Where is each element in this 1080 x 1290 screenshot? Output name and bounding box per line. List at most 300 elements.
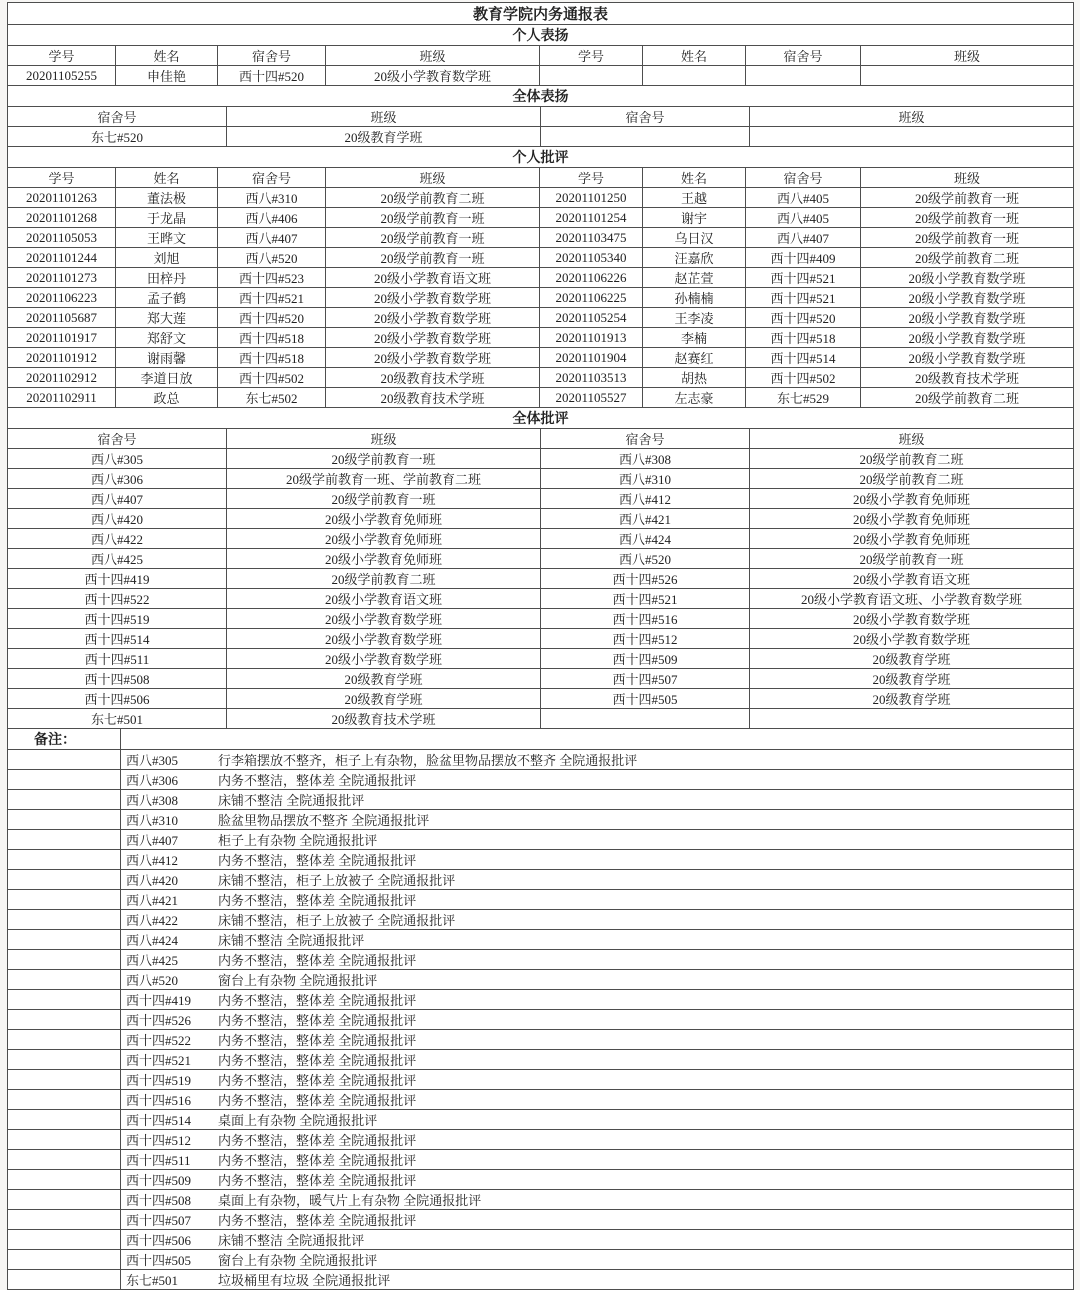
column-header: 班级 bbox=[861, 46, 1074, 66]
column-header: 班级 bbox=[227, 429, 541, 449]
remark-note: 床铺不整洁 全院通报批评 bbox=[218, 1233, 365, 1248]
remarks-table bbox=[7, 728, 1074, 1290]
cell: 西十四#520 bbox=[746, 308, 861, 328]
remark-cell bbox=[121, 830, 1074, 850]
cell: 20级小学教育免师班 bbox=[227, 509, 541, 529]
cell: 20级小学教育免师班 bbox=[750, 529, 1074, 549]
cell: 西十四#521 bbox=[218, 288, 326, 308]
remark-cell bbox=[121, 1010, 1074, 1030]
remark-note: 窗台上有杂物 全院通报批评 bbox=[218, 1253, 378, 1268]
cell: 20级小学教育数学班 bbox=[227, 609, 541, 629]
cell: 西十四#521 bbox=[541, 589, 750, 609]
column-header: 宿舍号 bbox=[746, 46, 861, 66]
header-row bbox=[8, 46, 1074, 66]
cell: 20201101254 bbox=[540, 208, 643, 228]
cell: 20级学前教育二班 bbox=[227, 569, 541, 589]
empty-cell bbox=[8, 870, 121, 890]
table-row bbox=[8, 208, 1074, 228]
cell: 西十四#419 bbox=[8, 569, 227, 589]
cell: 乌日汉 bbox=[643, 228, 746, 248]
cell: 20201101268 bbox=[8, 208, 116, 228]
empty-cell bbox=[8, 890, 121, 910]
column-header: 宿舍号 bbox=[746, 168, 861, 188]
remark-note: 内务不整洁，整体差 全院通报批评 bbox=[218, 853, 417, 868]
cell: 20201105527 bbox=[540, 388, 643, 408]
remark-row bbox=[8, 930, 1074, 950]
personal-criticism-body bbox=[8, 188, 1074, 408]
cell: 西十四#518 bbox=[218, 328, 326, 348]
column-header: 宿舍号 bbox=[8, 429, 227, 449]
table-row bbox=[8, 228, 1074, 248]
column-header: 姓名 bbox=[643, 46, 746, 66]
cell: 20201102912 bbox=[8, 368, 116, 388]
cell: 20201101273 bbox=[8, 268, 116, 288]
remark-cell bbox=[121, 1210, 1074, 1230]
cell: 西八#520 bbox=[541, 549, 750, 569]
remark-cell bbox=[121, 770, 1074, 790]
remark-row bbox=[8, 1170, 1074, 1190]
personal-criticism-table bbox=[7, 146, 1074, 408]
remark-row bbox=[8, 1210, 1074, 1230]
group-praise-body bbox=[8, 127, 1074, 147]
remark-note: 桌面上有杂物 全院通报批评 bbox=[218, 1113, 378, 1128]
cell: 20201106226 bbox=[540, 268, 643, 288]
remark-row bbox=[8, 1130, 1074, 1150]
cell: 20201105340 bbox=[540, 248, 643, 268]
cell: 20级小学教育数学班 bbox=[326, 328, 540, 348]
cell: 20级小学教育免师班 bbox=[227, 529, 541, 549]
group-criticism-table bbox=[7, 407, 1074, 729]
remark-cell bbox=[121, 1190, 1074, 1210]
header-row bbox=[8, 429, 1074, 449]
remark-row bbox=[8, 950, 1074, 970]
personal-praise-body bbox=[8, 66, 1074, 86]
table-row bbox=[8, 589, 1074, 609]
cell bbox=[750, 127, 1074, 147]
report-sheet bbox=[7, 2, 1073, 1290]
section-heading-group-criticism: 全体批评 bbox=[8, 408, 1074, 429]
remark-note: 内务不整洁，整体差 全院通报批评 bbox=[218, 1213, 417, 1228]
cell: 20级小学教育数学班 bbox=[861, 328, 1074, 348]
header-row bbox=[8, 168, 1074, 188]
table-row bbox=[8, 268, 1074, 288]
cell: 西八#306 bbox=[8, 469, 227, 489]
empty-cell bbox=[8, 830, 121, 850]
cell: 西八#407 bbox=[8, 489, 227, 509]
table-row bbox=[8, 689, 1074, 709]
cell: 20级学前教育一班 bbox=[326, 208, 540, 228]
cell: 20201101912 bbox=[8, 348, 116, 368]
table-row bbox=[8, 348, 1074, 368]
remarks-body bbox=[8, 750, 1074, 1290]
cell: 20级小学教育语文班 bbox=[227, 589, 541, 609]
remark-room: 西十四#419 bbox=[126, 993, 192, 1008]
cell bbox=[541, 127, 750, 147]
cell: 20级小学教育数学班 bbox=[326, 66, 540, 86]
cell: 20级学前教育一班 bbox=[861, 188, 1074, 208]
cell: 西十四#516 bbox=[541, 609, 750, 629]
cell: 西八#422 bbox=[8, 529, 227, 549]
cell: 20级学前教育一班 bbox=[861, 208, 1074, 228]
cell: 20201105254 bbox=[540, 308, 643, 328]
cell: 西十四#522 bbox=[8, 589, 227, 609]
cell: 王越 bbox=[643, 188, 746, 208]
remark-note: 床铺不整洁 全院通报批评 bbox=[218, 933, 365, 948]
cell bbox=[540, 66, 643, 86]
table-row bbox=[8, 509, 1074, 529]
remark-note: 内务不整洁，整体差 全院通报批评 bbox=[218, 953, 417, 968]
empty-cell bbox=[8, 1050, 121, 1070]
cell: 西八#406 bbox=[218, 208, 326, 228]
cell: 西十四#509 bbox=[541, 649, 750, 669]
table-row bbox=[8, 469, 1074, 489]
empty-cell bbox=[8, 1250, 121, 1270]
remark-cell bbox=[121, 870, 1074, 890]
remark-room: 西八#520 bbox=[126, 973, 179, 988]
section-heading-personal-praise: 个人表扬 bbox=[8, 25, 1074, 46]
cell: 西十四#518 bbox=[746, 328, 861, 348]
empty-cell bbox=[8, 1130, 121, 1150]
remark-room: 西十四#522 bbox=[126, 1033, 192, 1048]
cell: 董法极 bbox=[116, 188, 218, 208]
cell: 西十四#506 bbox=[8, 689, 227, 709]
table-row bbox=[8, 248, 1074, 268]
remark-room: 西十四#512 bbox=[126, 1133, 192, 1148]
table-row bbox=[8, 529, 1074, 549]
empty-cell bbox=[8, 930, 121, 950]
remarks-label: 备注： bbox=[8, 729, 121, 750]
remark-row bbox=[8, 850, 1074, 870]
cell: 谢宇 bbox=[643, 208, 746, 228]
cell: 20级学前教育一班 bbox=[326, 228, 540, 248]
column-header: 班级 bbox=[326, 168, 540, 188]
cell: 20级学前教育二班 bbox=[750, 449, 1074, 469]
page-title: 教育学院内务通报表 bbox=[8, 3, 1074, 25]
remarks-heading-row bbox=[8, 729, 1074, 750]
empty-cell bbox=[121, 729, 1074, 750]
cell: 西八#407 bbox=[746, 228, 861, 248]
remark-cell bbox=[121, 1250, 1074, 1270]
remark-row bbox=[8, 1110, 1074, 1130]
cell: 西十四#526 bbox=[541, 569, 750, 589]
group-praise-table bbox=[7, 85, 1074, 147]
remark-row bbox=[8, 1190, 1074, 1210]
cell: 20级教育学班 bbox=[227, 127, 541, 147]
cell: 西十四#511 bbox=[8, 649, 227, 669]
cell bbox=[750, 709, 1074, 729]
remark-room: 西十四#509 bbox=[126, 1173, 192, 1188]
remark-room: 西十四#508 bbox=[126, 1193, 192, 1208]
table-row bbox=[8, 649, 1074, 669]
remark-row bbox=[8, 830, 1074, 850]
cell: 20级学前教育一班 bbox=[227, 489, 541, 509]
remark-row bbox=[8, 1030, 1074, 1050]
remark-row bbox=[8, 870, 1074, 890]
cell: 西十四#521 bbox=[746, 268, 861, 288]
column-header: 班级 bbox=[750, 429, 1074, 449]
empty-cell bbox=[8, 1030, 121, 1050]
column-header: 姓名 bbox=[643, 168, 746, 188]
section-heading-row bbox=[8, 25, 1074, 46]
remark-note: 内务不整洁，整体差 全院通报批评 bbox=[218, 773, 417, 788]
remark-cell bbox=[121, 810, 1074, 830]
column-header: 宿舍号 bbox=[541, 107, 750, 127]
cell: 20级学前教育二班 bbox=[861, 248, 1074, 268]
remark-row bbox=[8, 910, 1074, 930]
remark-note: 床铺不整洁，柜子上放被子 全院通报批评 bbox=[218, 913, 456, 928]
cell: 20级小学教育数学班 bbox=[750, 609, 1074, 629]
remark-cell bbox=[121, 990, 1074, 1010]
remark-room: 西八#412 bbox=[126, 853, 179, 868]
column-header: 班级 bbox=[750, 107, 1074, 127]
table-row bbox=[8, 669, 1074, 689]
remark-row bbox=[8, 810, 1074, 830]
empty-cell bbox=[8, 1150, 121, 1170]
remark-room: 西十四#506 bbox=[126, 1233, 192, 1248]
cell: 20201103475 bbox=[540, 228, 643, 248]
cell: 20201101263 bbox=[8, 188, 116, 208]
cell: 西八#308 bbox=[541, 449, 750, 469]
cell: 东七#520 bbox=[8, 127, 227, 147]
cell: 郑舒文 bbox=[116, 328, 218, 348]
column-header: 姓名 bbox=[116, 46, 218, 66]
cell: 西十四#519 bbox=[8, 609, 227, 629]
remark-row bbox=[8, 790, 1074, 810]
remark-room: 西八#424 bbox=[126, 933, 179, 948]
cell: 西十四#502 bbox=[746, 368, 861, 388]
remark-note: 内务不整洁，整体差 全院通报批评 bbox=[218, 1153, 417, 1168]
cell: 西八#412 bbox=[541, 489, 750, 509]
empty-cell bbox=[8, 970, 121, 990]
cell: 西十四#520 bbox=[218, 308, 326, 328]
cell: 20201103513 bbox=[540, 368, 643, 388]
cell: 20级教育技术学班 bbox=[861, 368, 1074, 388]
remark-note: 内务不整洁，整体差 全院通报批评 bbox=[218, 1073, 417, 1088]
table-row bbox=[8, 188, 1074, 208]
cell: 东七#501 bbox=[8, 709, 227, 729]
remark-note: 柜子上有杂物 全院通报批评 bbox=[218, 833, 378, 848]
cell: 东七#502 bbox=[218, 388, 326, 408]
cell: 西八#420 bbox=[8, 509, 227, 529]
header-row bbox=[8, 107, 1074, 127]
cell: 20级小学教育数学班 bbox=[326, 288, 540, 308]
remark-row bbox=[8, 1270, 1074, 1290]
table-row bbox=[8, 368, 1074, 388]
cell: 西八#407 bbox=[218, 228, 326, 248]
cell: 政总 bbox=[116, 388, 218, 408]
remark-cell bbox=[121, 890, 1074, 910]
cell: 左志豪 bbox=[643, 388, 746, 408]
personal-praise-table bbox=[7, 2, 1074, 86]
remark-row bbox=[8, 1250, 1074, 1270]
remark-room: 西十四#511 bbox=[126, 1153, 191, 1168]
remark-room: 西八#310 bbox=[126, 813, 179, 828]
remark-cell bbox=[121, 790, 1074, 810]
remark-cell bbox=[121, 930, 1074, 950]
cell: 李楠 bbox=[643, 328, 746, 348]
cell: 20201102911 bbox=[8, 388, 116, 408]
table-row bbox=[8, 629, 1074, 649]
remark-room: 西十四#516 bbox=[126, 1093, 192, 1108]
cell: 王李凌 bbox=[643, 308, 746, 328]
remark-room: 西八#407 bbox=[126, 833, 179, 848]
cell: 赵赛红 bbox=[643, 348, 746, 368]
remark-cell bbox=[121, 750, 1074, 770]
remark-room: 西十四#519 bbox=[126, 1073, 192, 1088]
cell: 西十四#514 bbox=[8, 629, 227, 649]
remark-row bbox=[8, 970, 1074, 990]
empty-cell bbox=[8, 810, 121, 830]
cell: 20201105053 bbox=[8, 228, 116, 248]
cell: 谢雨馨 bbox=[116, 348, 218, 368]
cell: 李道日放 bbox=[116, 368, 218, 388]
remark-row bbox=[8, 1010, 1074, 1030]
cell: 西八#305 bbox=[8, 449, 227, 469]
cell: 20级教育技术学班 bbox=[326, 368, 540, 388]
remark-room: 西十四#521 bbox=[126, 1053, 192, 1068]
cell bbox=[643, 66, 746, 86]
empty-cell bbox=[8, 1270, 121, 1290]
table-row bbox=[8, 489, 1074, 509]
cell: 西八#405 bbox=[746, 208, 861, 228]
cell: 20级学前教育一班 bbox=[861, 228, 1074, 248]
cell: 20级小学教育免师班 bbox=[750, 509, 1074, 529]
remark-note: 桌面上有杂物，暖气片上有杂物 全院通报批评 bbox=[218, 1193, 482, 1208]
cell: 20级小学教育语文班、小学教育数学班 bbox=[750, 589, 1074, 609]
cell bbox=[861, 66, 1074, 86]
cell: 20201101250 bbox=[540, 188, 643, 208]
column-header: 学号 bbox=[540, 168, 643, 188]
cell: 20级小学教育数学班 bbox=[326, 308, 540, 328]
remark-room: 西八#308 bbox=[126, 793, 179, 808]
empty-cell bbox=[8, 770, 121, 790]
cell: 20级教育学班 bbox=[227, 669, 541, 689]
cell: 20级学前教育二班 bbox=[326, 188, 540, 208]
empty-cell bbox=[8, 1170, 121, 1190]
cell: 郑大莲 bbox=[116, 308, 218, 328]
table-row bbox=[8, 569, 1074, 589]
cell: 20级小学教育语文班 bbox=[750, 569, 1074, 589]
remark-row bbox=[8, 770, 1074, 790]
empty-cell bbox=[8, 1090, 121, 1110]
remark-cell bbox=[121, 850, 1074, 870]
cell: 于龙晶 bbox=[116, 208, 218, 228]
cell: 20级学前教育二班 bbox=[750, 469, 1074, 489]
cell: 20级教育学班 bbox=[750, 669, 1074, 689]
remark-note: 窗台上有杂物 全院通报批评 bbox=[218, 973, 378, 988]
empty-cell bbox=[8, 1190, 121, 1210]
cell: 20级小学教育数学班 bbox=[326, 348, 540, 368]
remark-row bbox=[8, 1090, 1074, 1110]
remark-cell bbox=[121, 1150, 1074, 1170]
cell: 孙楠楠 bbox=[643, 288, 746, 308]
cell: 东七#529 bbox=[746, 388, 861, 408]
remark-row bbox=[8, 890, 1074, 910]
cell: 王晔文 bbox=[116, 228, 218, 248]
cell: 20201105687 bbox=[8, 308, 116, 328]
cell: 20级学前教育一班 bbox=[750, 549, 1074, 569]
cell: 20级小学教育数学班 bbox=[861, 288, 1074, 308]
remark-room: 西十四#505 bbox=[126, 1253, 192, 1268]
cell: 20级小学教育数学班 bbox=[227, 629, 541, 649]
empty-cell bbox=[8, 1010, 121, 1030]
remark-room: 东七#501 bbox=[126, 1273, 179, 1288]
remark-note: 内务不整洁，整体差 全院通报批评 bbox=[218, 1133, 417, 1148]
remark-note: 内务不整洁，整体差 全院通报批评 bbox=[218, 993, 417, 1008]
column-header: 学号 bbox=[540, 46, 643, 66]
section-heading-row bbox=[8, 408, 1074, 429]
remark-note: 床铺不整洁，柜子上放被子 全院通报批评 bbox=[218, 873, 456, 888]
remark-cell bbox=[121, 1110, 1074, 1130]
cell: 胡热 bbox=[643, 368, 746, 388]
cell: 20201101904 bbox=[540, 348, 643, 368]
cell: 赵芷萱 bbox=[643, 268, 746, 288]
column-header: 宿舍号 bbox=[8, 107, 227, 127]
remark-cell bbox=[121, 910, 1074, 930]
column-header: 学号 bbox=[8, 168, 116, 188]
table-row bbox=[8, 709, 1074, 729]
cell: 20级小学教育数学班 bbox=[750, 629, 1074, 649]
remark-note: 垃圾桶里有垃圾 全院通报批评 bbox=[218, 1273, 391, 1288]
remark-cell bbox=[121, 1070, 1074, 1090]
cell: 20201105255 bbox=[8, 66, 116, 86]
cell: 20级小学教育数学班 bbox=[861, 268, 1074, 288]
cell: 田梓丹 bbox=[116, 268, 218, 288]
cell: 20201101913 bbox=[540, 328, 643, 348]
cell: 20级学前教育一班、学前教育二班 bbox=[227, 469, 541, 489]
empty-cell bbox=[8, 1110, 121, 1130]
cell: 西八#425 bbox=[8, 549, 227, 569]
remark-row bbox=[8, 1050, 1074, 1070]
cell: 20级教育学班 bbox=[227, 689, 541, 709]
cell: 20级教育学班 bbox=[750, 649, 1074, 669]
cell bbox=[541, 709, 750, 729]
empty-cell bbox=[8, 990, 121, 1010]
remark-row bbox=[8, 1230, 1074, 1250]
empty-cell bbox=[8, 950, 121, 970]
remark-room: 西十四#514 bbox=[126, 1113, 192, 1128]
cell: 西十四#512 bbox=[541, 629, 750, 649]
remark-room: 西八#422 bbox=[126, 913, 179, 928]
table-row bbox=[8, 449, 1074, 469]
remark-cell bbox=[121, 1130, 1074, 1150]
cell: 20级教育学班 bbox=[750, 689, 1074, 709]
column-header: 班级 bbox=[326, 46, 540, 66]
cell bbox=[746, 66, 861, 86]
remark-note: 内务不整洁，整体差 全院通报批评 bbox=[218, 1173, 417, 1188]
column-header: 宿舍号 bbox=[218, 46, 326, 66]
cell: 20级教育技术学班 bbox=[227, 709, 541, 729]
cell: 申佳艳 bbox=[116, 66, 218, 86]
remark-note: 行李箱摆放不整齐，柜子上有杂物，脸盆里物品摆放不整齐 全院通报批评 bbox=[218, 753, 638, 768]
section-heading-personal-criticism: 个人批评 bbox=[8, 147, 1074, 168]
remark-row bbox=[8, 1070, 1074, 1090]
remark-cell bbox=[121, 1050, 1074, 1070]
remark-cell bbox=[121, 1270, 1074, 1290]
cell: 20级小学教育免师班 bbox=[227, 549, 541, 569]
cell: 西十四#514 bbox=[746, 348, 861, 368]
cell: 西八#405 bbox=[746, 188, 861, 208]
remark-room: 西八#425 bbox=[126, 953, 179, 968]
cell: 西八#310 bbox=[218, 188, 326, 208]
cell: 20201106225 bbox=[540, 288, 643, 308]
cell: 西十四#502 bbox=[218, 368, 326, 388]
empty-cell bbox=[8, 750, 121, 770]
remark-room: 西十四#507 bbox=[126, 1213, 192, 1228]
table-row bbox=[8, 549, 1074, 569]
remark-note: 内务不整洁，整体差 全院通报批评 bbox=[218, 1013, 417, 1028]
remark-cell bbox=[121, 1030, 1074, 1050]
